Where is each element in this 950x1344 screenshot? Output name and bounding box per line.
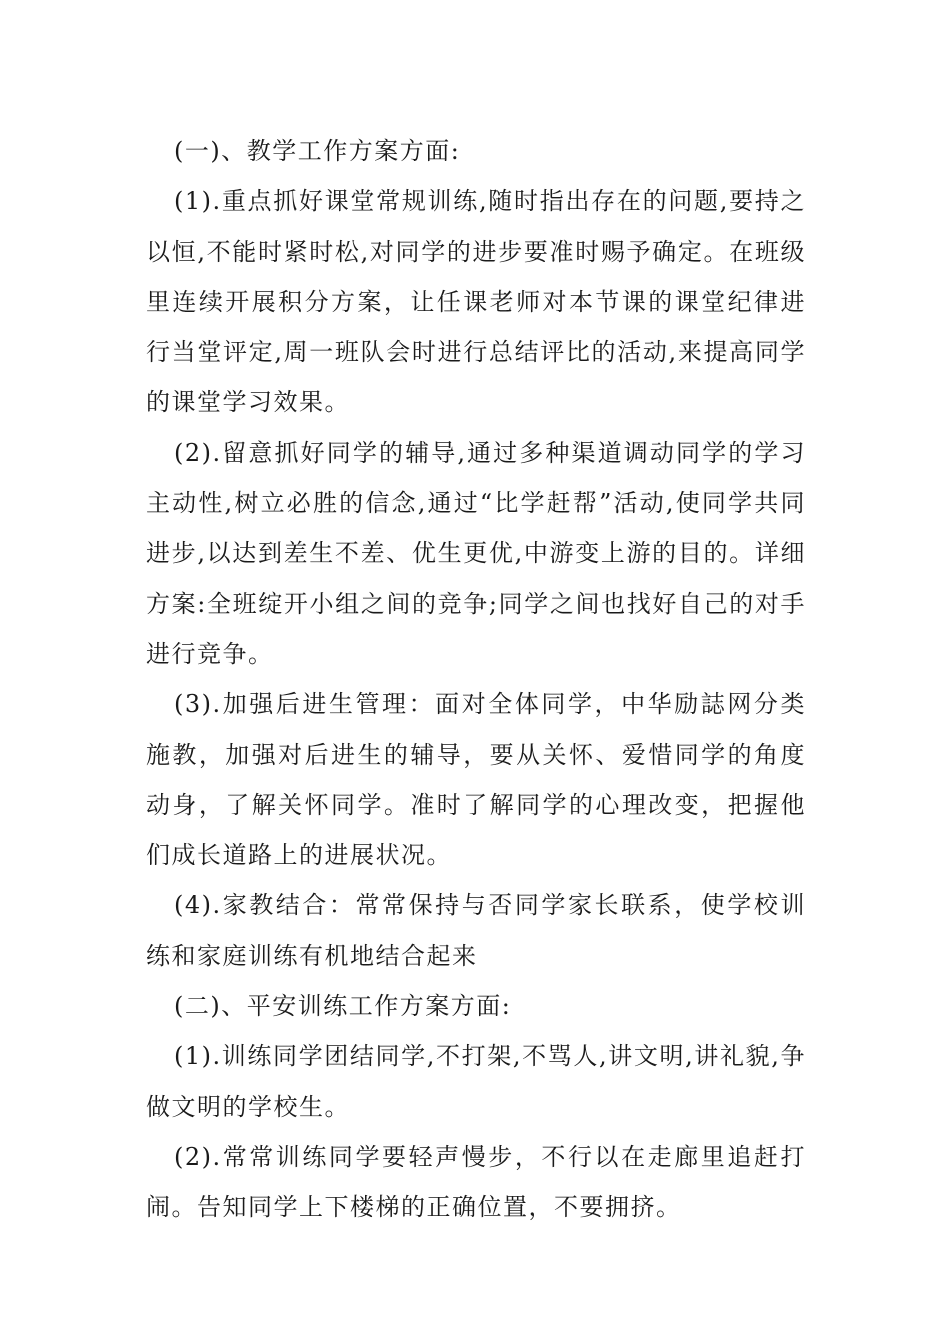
paragraph-student-tutoring: (2).留意抓好同学的辅导,通过多种渠道调动同学的学习主动性,树立必胜的信念,通过“比学赶帮”活动,使同学共同进步,以达到差生不差、优生更优,中游变上游的目的。详细方案:全班绽开小组之间的竞争;同学之间也找好自己的对手进行竞争。 [146,438,806,668]
paragraph-home-school: (4).家教结合：常常保持与否同学家长联系，使学校训练和家庭训练有机地结合起来 [146,891,806,970]
paragraph-teaching-heading: (一)、教学工作方案方面: [174,137,461,165]
paragraph-safety-heading: (二)、平安训练工作方案方面: [174,992,512,1021]
paragraph-unity: (1).训练同学团结同学,不打架,不骂人,讲文明,讲礼貌,争做文明的学校生。 [146,1042,806,1121]
paragraph-classroom-routine: (1).重点抓好课堂常规训练,随时指出存在的问题,要持之以恒,不能时紧时松,对同学的进步要准时赐予确定。在班级里连续开展积分方案，让任课老师对本节课的课堂纪律进行当堂评定,周一班队会时进行总结评比的活动,来提高同学的课堂学习效果。 [146,187,806,417]
document-body [146,126,806,1233]
paragraph-corridor-safety: (2).常常训练同学要轻声慢步，不行以在走廊里追赶打闹。告知同学上下楼梯的正确位置，不要拥挤。 [146,1142,806,1222]
paragraph-underachiever-management: (3).加强后进生管理：面对全体同学，中华励誌网分类施教，加强对后进生的辅导，要从关怀、爱惜同学的角度动身，了解关怀同学。准时了解同学的心理改变，把握他们成长道路上的进展状况。 [146,690,806,870]
